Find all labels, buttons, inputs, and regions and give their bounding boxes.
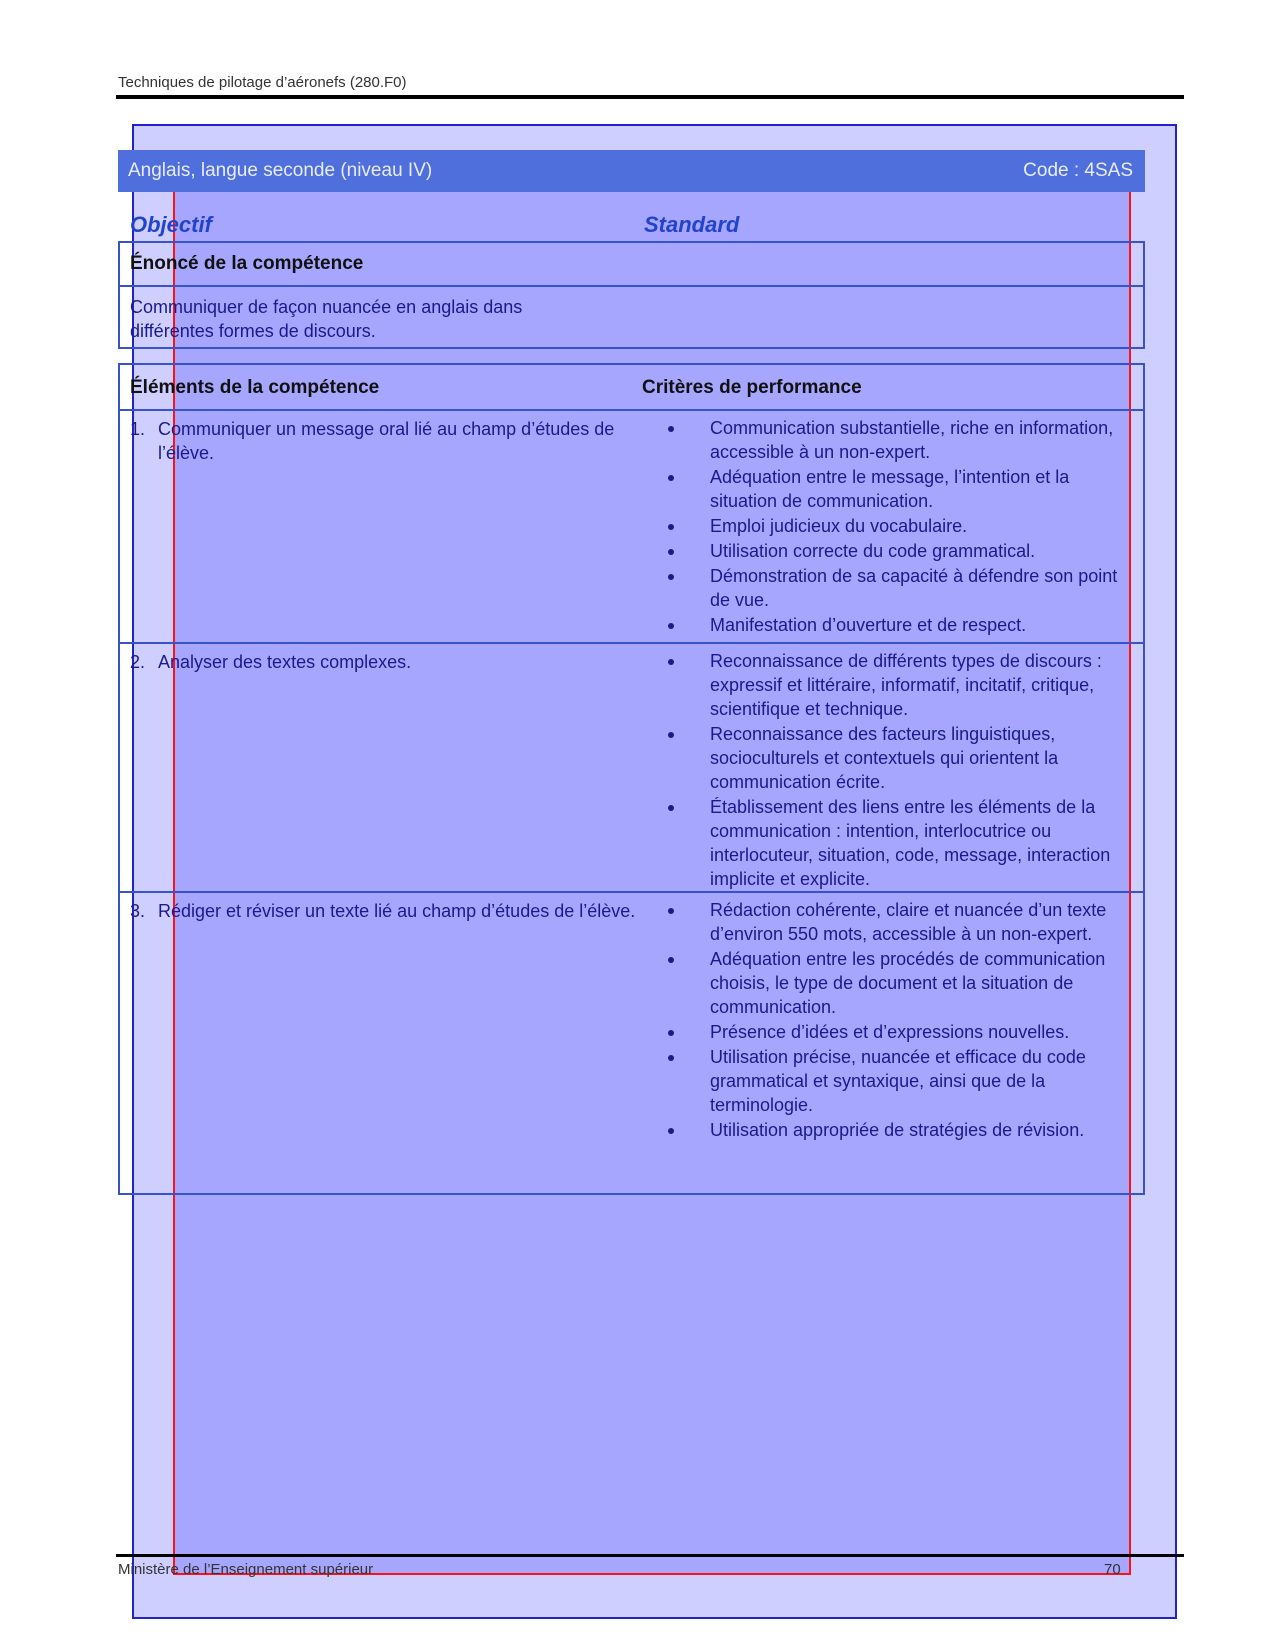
row-divider xyxy=(120,891,1143,893)
footer-rule xyxy=(116,1554,1184,1557)
elements-heading: Éléments de la compétence xyxy=(130,377,380,398)
criteria-heading: Critères de performance xyxy=(642,377,862,398)
bullet-icon xyxy=(668,426,674,432)
criterion-item: Emploi judicieux du vocabulaire. xyxy=(668,514,1133,538)
statement-text-line2: différentes formes de discours. xyxy=(130,321,376,341)
competency-table xyxy=(118,363,1145,1195)
row-divider xyxy=(120,409,1143,411)
criterion-item: Adéquation entre les procédés de communication choisis, le type de document et la situation de communication. xyxy=(668,947,1133,1019)
element-text: Rédiger et réviser un texte lié au champ d’études de l’élève. xyxy=(158,901,636,921)
criterion-item: Reconnaissance des facteurs linguistiques, socioculturels et contextuels qui orientent la communication écrite. xyxy=(668,722,1133,794)
bullet-icon xyxy=(668,574,674,580)
bullet-icon xyxy=(668,1128,674,1134)
criterion-item: Adéquation entre le message, l’intention et la situation de communication. xyxy=(668,465,1133,513)
course-code: Code : 4SAS xyxy=(1023,160,1133,181)
statement-text-line1: Communiquer de façon nuancée en anglais dans xyxy=(130,297,523,317)
bullet-icon xyxy=(668,549,674,555)
course-title: Anglais, langue seconde (niveau IV) xyxy=(128,160,433,181)
bullet-icon xyxy=(668,659,674,665)
element-number: 3. xyxy=(130,901,146,921)
header-rule xyxy=(116,95,1184,99)
standard-heading: Standard xyxy=(644,212,740,237)
criterion-item: Utilisation appropriée de stratégies de révision. xyxy=(668,1118,1133,1142)
bullet-icon xyxy=(668,1055,674,1061)
criteria-list-3 xyxy=(668,898,1133,1143)
criterion-item: Manifestation d’ouverture et de respect. xyxy=(668,613,1133,637)
row-divider xyxy=(120,285,1143,287)
bullet-icon xyxy=(668,623,674,629)
page-number: 70 xyxy=(1104,1561,1121,1578)
course-title-bar xyxy=(118,150,1145,192)
element-text: Communiquer un message oral lié au champ d’études de l’élève. xyxy=(158,419,615,463)
element-text: Analyser des textes complexes. xyxy=(158,652,412,672)
statement-box xyxy=(118,241,1145,349)
element-number: 1. xyxy=(130,419,146,439)
bullet-icon xyxy=(668,908,674,914)
criterion-item: Utilisation précise, nuancée et efficace du code grammatical et syntaxique, ainsi que de la terminologie. xyxy=(668,1045,1133,1117)
criterion-item: Présence d’idées et d’expressions nouvelles. xyxy=(668,1020,1133,1044)
bullet-icon xyxy=(668,805,674,811)
objective-heading: Objectif xyxy=(130,212,212,237)
row-divider xyxy=(120,642,1143,644)
criterion-item: Établissement des liens entre les éléments de la communication : intention, interlocutrice ou interlocuteur, situation, code, message, interaction implicite et explicite. xyxy=(668,795,1133,891)
criterion-item: Démonstration de sa capacité à défendre son point de vue. xyxy=(668,564,1133,612)
bullet-icon xyxy=(668,957,674,963)
running-footer: Ministère de l’Enseignement supérieur xyxy=(118,1561,374,1578)
running-header: Techniques de pilotage d’aéronefs (280.F0) xyxy=(118,74,407,91)
criterion-item: Communication substantielle, riche en information, accessible à un non-expert. xyxy=(668,416,1133,464)
criteria-list-1 xyxy=(668,416,1133,638)
bullet-icon xyxy=(668,475,674,481)
criterion-item: Rédaction cohérente, claire et nuancée d’un texte d’environ 550 mots, accessible à un non-expert. xyxy=(668,898,1133,946)
bullet-icon xyxy=(668,732,674,738)
criteria-list-2 xyxy=(668,649,1133,892)
statement-heading: Énoncé de la compétence xyxy=(130,253,364,274)
bullet-icon xyxy=(668,1030,674,1036)
bullet-icon xyxy=(668,524,674,530)
criterion-item: Reconnaissance de différents types de discours : expressif et littéraire, informatif, incitatif, critique, scientifique et technique. xyxy=(668,649,1133,721)
element-number: 2. xyxy=(130,652,146,672)
criterion-item: Utilisation correcte du code grammatical. xyxy=(668,539,1133,563)
